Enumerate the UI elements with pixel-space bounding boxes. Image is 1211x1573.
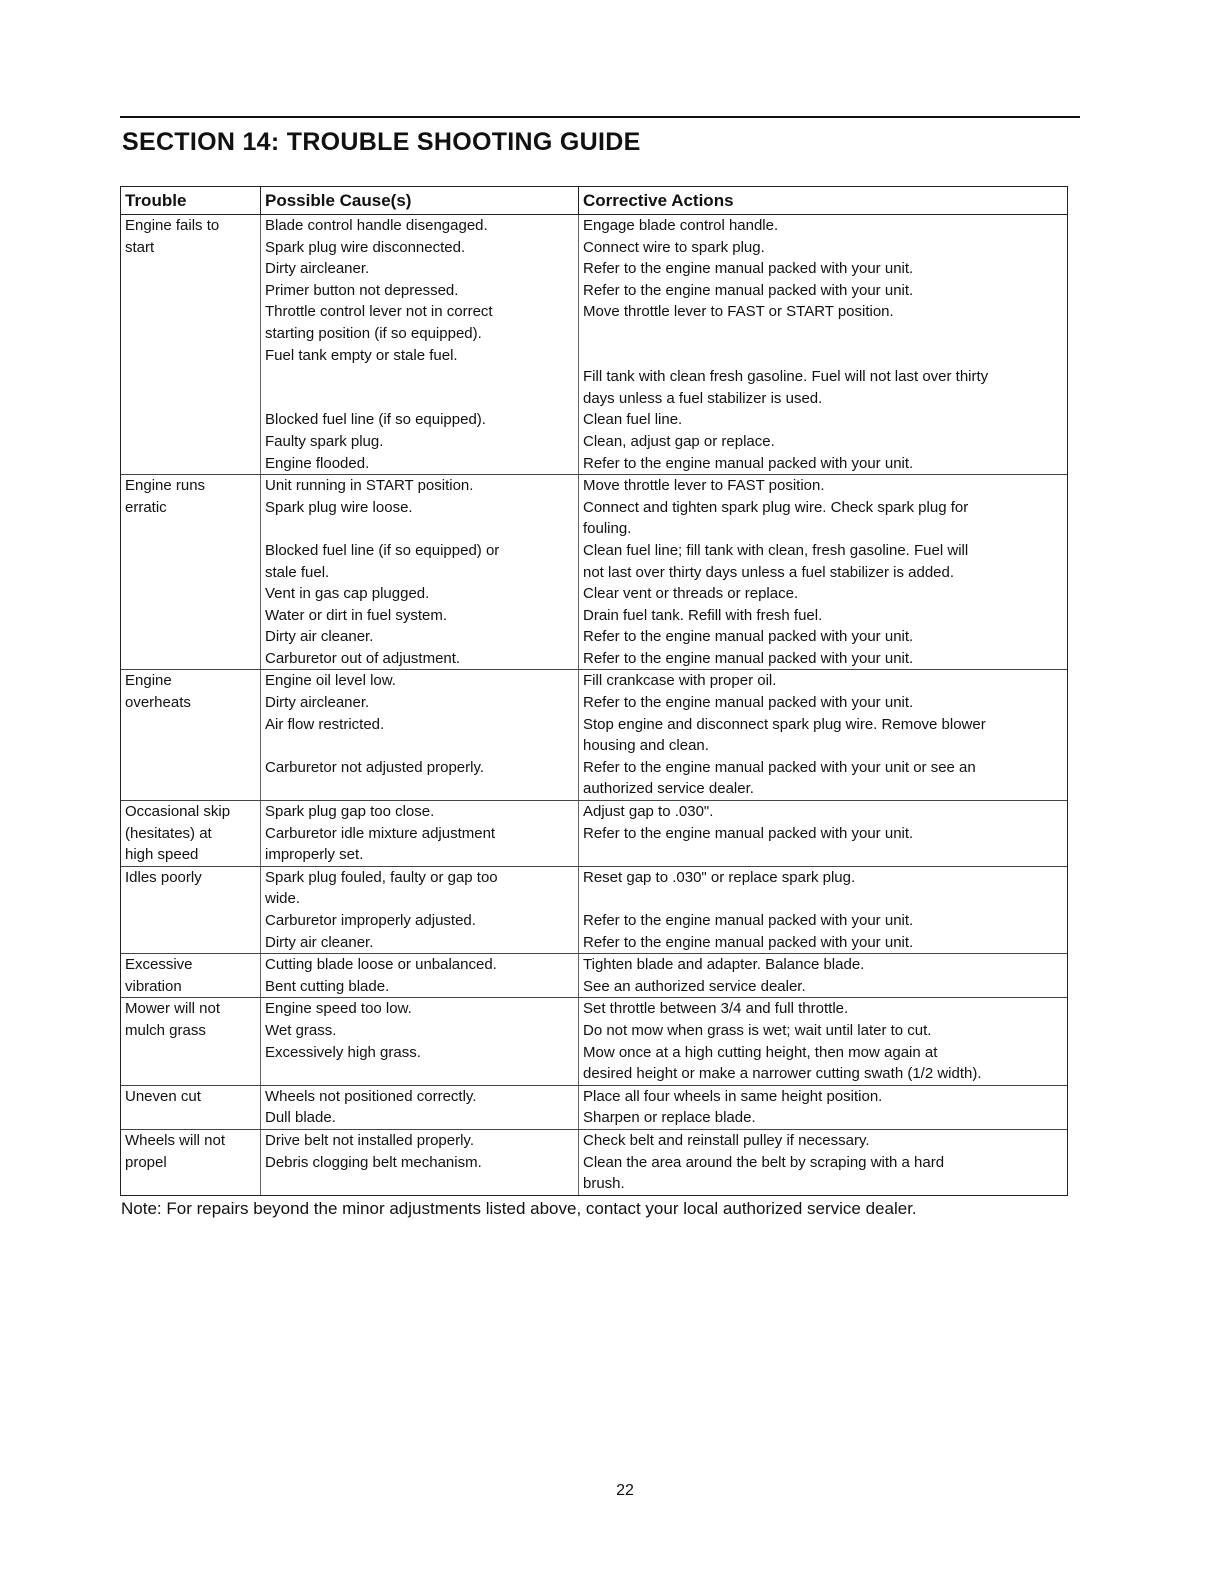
action-cell: Drain fuel tank. Refill with fresh fuel. [578, 605, 1067, 627]
trouble-cell [121, 778, 260, 800]
action-cell: Move throttle lever to FAST position. [578, 475, 1067, 497]
table-row [121, 605, 1067, 627]
action-cell: Clear vent or threads or replace. [578, 583, 1067, 605]
trouble-cell: high speed [125, 846, 199, 864]
header-actions: Corrective Actions [578, 187, 1067, 214]
cause-cell [260, 735, 578, 757]
trouble-cell [121, 366, 260, 388]
action-cell: Mow once at a high cutting height, then mow again at [578, 1042, 1067, 1064]
action-cell: Do not mow when grass is wet; wait until later to cut. [578, 1020, 1067, 1042]
action-cell: Refer to the engine manual packed with your unit. [578, 453, 1067, 475]
cause-cell: Carburetor idle mixture adjustment [260, 823, 578, 845]
cause-cell: Carburetor not adjusted properly. [260, 757, 578, 779]
trouble-cell: Engine fails to [125, 217, 220, 234]
cause-cell: Dirty aircleaner. [260, 692, 578, 714]
trouble-cell: Occasional skip [125, 803, 231, 821]
trouble-cell: propel [125, 1153, 167, 1171]
cause-cell [260, 518, 578, 540]
action-cell: Refer to the engine manual packed with your unit. [578, 823, 1067, 845]
trouble-group [121, 1086, 1067, 1130]
trouble-cell: Engine [125, 672, 172, 690]
trouble-cell: (hesitates) at [125, 824, 212, 842]
table-row [121, 323, 1067, 345]
trouble-group [121, 1130, 1067, 1195]
cause-cell: Dirty air cleaner. [260, 932, 578, 954]
action-cell: Connect wire to spark plug. [578, 237, 1067, 259]
trouble-cell [121, 280, 260, 302]
cause-cell: Fuel tank empty or stale fuel. [260, 345, 578, 367]
table-row [121, 475, 1067, 497]
cause-cell: Excessively high grass. [260, 1042, 578, 1064]
cause-cell: Drive belt not installed properly. [260, 1130, 578, 1152]
action-cell: Set throttle between 3/4 and full throttle. [578, 998, 1067, 1020]
trouble-cell [121, 453, 260, 475]
trouble-cell: mulch grass [125, 1021, 206, 1039]
table-row [121, 215, 1067, 237]
action-cell: desired height or make a narrower cutting swath (1/2 width). [578, 1063, 1067, 1085]
trouble-cell [121, 409, 260, 431]
trouble-cell [121, 388, 260, 410]
trouble-cell [121, 735, 260, 757]
action-cell: Refer to the engine manual packed with your unit. [578, 648, 1067, 670]
trouble-cell [121, 345, 260, 367]
action-cell: Tighten blade and adapter. Balance blade. [578, 954, 1067, 976]
cause-cell: starting position (if so equipped). [260, 323, 578, 345]
action-cell: Refer to the engine manual packed with your unit. [578, 692, 1067, 714]
action-cell: Clean fuel line; fill tank with clean, fresh gasoline. Fuel will [578, 540, 1067, 562]
cause-cell: Blocked fuel line (if so equipped) or [260, 540, 578, 562]
table-row [121, 1173, 1067, 1195]
cause-cell: Spark plug gap too close. [260, 801, 578, 823]
action-cell: Check belt and reinstall pulley if necessary. [578, 1130, 1067, 1152]
table-row [121, 714, 1067, 736]
trouble-cell [121, 323, 260, 345]
trouble-cell [121, 888, 260, 910]
trouble-cell [121, 518, 260, 540]
trouble-cell: erratic [125, 498, 167, 516]
cause-cell: Faulty spark plug. [260, 431, 578, 453]
cause-cell: stale fuel. [260, 562, 578, 584]
trouble-cell [121, 1107, 260, 1129]
cause-cell: Water or dirt in fuel system. [260, 605, 578, 627]
trouble-cell [121, 932, 260, 954]
table-row [121, 409, 1067, 431]
table-row [121, 692, 1067, 714]
table-row [121, 1107, 1067, 1129]
table-row [121, 1063, 1067, 1085]
header-trouble: Trouble [125, 191, 187, 210]
trouble-cell: Excessive [125, 956, 193, 974]
trouble-cell [121, 1173, 260, 1195]
cause-cell: Engine flooded. [260, 453, 578, 475]
action-cell: Refer to the engine manual packed with your unit. [578, 280, 1067, 302]
cause-cell: Wet grass. [260, 1020, 578, 1042]
trouble-group [121, 670, 1067, 801]
table-row [121, 1042, 1067, 1064]
trouble-cell [121, 562, 260, 584]
action-cell: See an authorized service dealer. [578, 976, 1067, 998]
trouble-cell: Uneven cut [125, 1087, 201, 1105]
trouble-cell: start [125, 238, 155, 256]
cause-cell: Carburetor improperly adjusted. [260, 910, 578, 932]
table-row [121, 670, 1067, 692]
table-row [121, 453, 1067, 475]
action-cell: authorized service dealer. [578, 778, 1067, 800]
cause-cell: improperly set. [260, 844, 578, 866]
table-row [121, 626, 1067, 648]
page-title: SECTION 14: TROUBLE SHOOTING GUIDE [122, 128, 641, 156]
table-row [121, 1086, 1067, 1108]
trouble-cell [121, 626, 260, 648]
top-rule [120, 116, 1080, 118]
table-row [121, 910, 1067, 932]
table-row [121, 932, 1067, 954]
cause-cell: Spark plug wire loose. [260, 497, 578, 519]
trouble-cell: Wheels will not [125, 1131, 226, 1149]
table-row [121, 258, 1067, 280]
trouble-group [121, 801, 1067, 867]
table-body [121, 215, 1067, 1195]
cause-cell: Primer button not depressed. [260, 280, 578, 302]
cause-cell: Bent cutting blade. [260, 976, 578, 998]
page-number: 22 [616, 1482, 634, 1499]
table-row [121, 976, 1067, 998]
action-cell [578, 323, 1067, 345]
action-cell: Place all four wheels in same height position. [578, 1086, 1067, 1108]
table-row [121, 431, 1067, 453]
trouble-group [121, 215, 1067, 475]
trouble-cell [121, 1063, 260, 1085]
header-causes: Possible Cause(s) [260, 187, 578, 214]
action-cell [578, 888, 1067, 910]
table-row [121, 801, 1067, 823]
trouble-cell: vibration [125, 977, 182, 995]
action-cell: Sharpen or replace blade. [578, 1107, 1067, 1129]
cause-cell: Carburetor out of adjustment. [260, 648, 578, 670]
action-cell: not last over thirty days unless a fuel stabilizer is added. [578, 562, 1067, 584]
trouble-cell: Idles poorly [125, 868, 202, 886]
action-cell: Connect and tighten spark plug wire. Check spark plug for [578, 497, 1067, 519]
action-cell: Refer to the engine manual packed with your unit. [578, 626, 1067, 648]
table-row [121, 237, 1067, 259]
trouble-cell [121, 648, 260, 670]
table-row [121, 366, 1067, 388]
trouble-cell [121, 910, 260, 932]
action-cell: Fill crankcase with proper oil. [578, 670, 1067, 692]
cause-cell: Dirty air cleaner. [260, 626, 578, 648]
trouble-cell: Engine runs [125, 477, 206, 495]
table-row [121, 735, 1067, 757]
action-cell: Engage blade control handle. [578, 215, 1067, 237]
table-row [121, 583, 1067, 605]
trouble-group [121, 867, 1067, 954]
table-row [121, 844, 1067, 866]
table-row [121, 280, 1067, 302]
table-row [121, 757, 1067, 779]
trouble-cell [121, 301, 260, 323]
trouble-cell [121, 1042, 260, 1064]
table-row [121, 1130, 1067, 1152]
trouble-cell [121, 714, 260, 736]
cause-cell: Spark plug wire disconnected. [260, 237, 578, 259]
cause-cell: Dull blade. [260, 1107, 578, 1129]
cause-cell: Cutting blade loose or unbalanced. [260, 954, 578, 976]
footnote: Note: For repairs beyond the minor adjustments listed above, contact your local authorized service dealer. [121, 1199, 917, 1218]
action-cell: Clean the area around the belt by scraping with a hard [578, 1152, 1067, 1174]
trouble-group [121, 475, 1067, 670]
cause-cell: Blade control handle disengaged. [260, 215, 578, 237]
action-cell: housing and clean. [578, 735, 1067, 757]
cause-cell [260, 388, 578, 410]
trouble-group [121, 954, 1067, 998]
action-cell: Refer to the engine manual packed with your unit. [578, 932, 1067, 954]
table-row [121, 954, 1067, 976]
table-row [121, 345, 1067, 367]
action-cell: Stop engine and disconnect spark plug wire. Remove blower [578, 714, 1067, 736]
cause-cell: Unit running in START position. [260, 475, 578, 497]
table-row [121, 301, 1067, 323]
action-cell: brush. [578, 1173, 1067, 1195]
table-row [121, 540, 1067, 562]
cause-cell: Spark plug fouled, faulty or gap too [260, 867, 578, 889]
table-row [121, 867, 1067, 889]
action-cell: Reset gap to .030" or replace spark plug. [578, 867, 1067, 889]
table-row [121, 562, 1067, 584]
trouble-cell [121, 757, 260, 779]
action-cell: Refer to the engine manual packed with your unit or see an [578, 757, 1067, 779]
cause-cell: Debris clogging belt mechanism. [260, 1152, 578, 1174]
action-cell: Clean fuel line. [578, 409, 1067, 431]
table-row [121, 998, 1067, 1020]
cause-cell: Wheels not positioned correctly. [260, 1086, 578, 1108]
cause-cell: Vent in gas cap plugged. [260, 583, 578, 605]
table-row [121, 388, 1067, 410]
action-cell: Adjust gap to .030". [578, 801, 1067, 823]
table-row [121, 1152, 1067, 1174]
trouble-shooting-table [120, 186, 1068, 1196]
table-row [121, 518, 1067, 540]
table-header [121, 187, 1067, 215]
action-cell: Refer to the engine manual packed with your unit. [578, 910, 1067, 932]
trouble-cell [121, 258, 260, 280]
action-cell: Refer to the engine manual packed with your unit. [578, 258, 1067, 280]
trouble-cell [121, 605, 260, 627]
table-row [121, 888, 1067, 910]
table-row [121, 823, 1067, 845]
table-row [121, 648, 1067, 670]
cause-cell [260, 1173, 578, 1195]
cause-cell: Engine oil level low. [260, 670, 578, 692]
cause-cell [260, 366, 578, 388]
action-cell: Clean, adjust gap or replace. [578, 431, 1067, 453]
cause-cell: wide. [260, 888, 578, 910]
table-row [121, 497, 1067, 519]
trouble-cell [121, 431, 260, 453]
action-cell: days unless a fuel stabilizer is used. [578, 388, 1067, 410]
cause-cell: Dirty aircleaner. [260, 258, 578, 280]
cause-cell: Throttle control lever not in correct [260, 301, 578, 323]
trouble-cell [121, 583, 260, 605]
action-cell: fouling. [578, 518, 1067, 540]
action-cell [578, 844, 1067, 866]
trouble-cell [121, 540, 260, 562]
table-row [121, 778, 1067, 800]
cause-cell [260, 1063, 578, 1085]
trouble-group [121, 998, 1067, 1085]
table-row [121, 1020, 1067, 1042]
cause-cell: Air flow restricted. [260, 714, 578, 736]
action-cell: Fill tank with clean fresh gasoline. Fuel will not last over thirty [578, 366, 1067, 388]
cause-cell: Blocked fuel line (if so equipped). [260, 409, 578, 431]
cause-cell [260, 778, 578, 800]
action-cell: Move throttle lever to FAST or START position. [578, 301, 1067, 323]
trouble-cell: Mower will not [125, 1000, 221, 1018]
cause-cell: Engine speed too low. [260, 998, 578, 1020]
trouble-cell: overheats [125, 694, 191, 712]
action-cell [578, 345, 1067, 367]
